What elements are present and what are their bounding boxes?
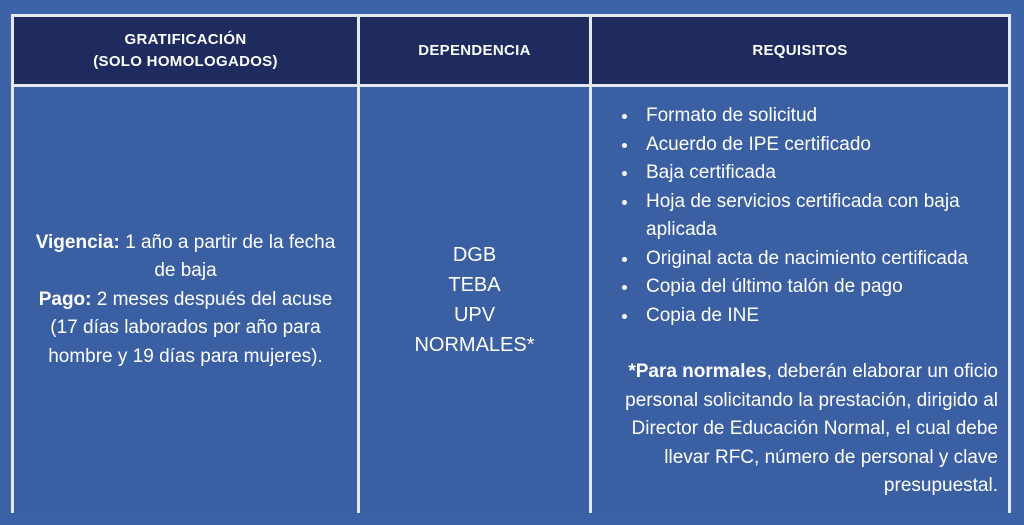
pago-label: Pago: xyxy=(38,288,92,310)
header-gratificacion-line1: GRATIFICACIÓN xyxy=(124,30,247,48)
header-dependencia xyxy=(360,17,592,87)
requirement-item: • Acuerdo de IPE certificado xyxy=(639,131,998,160)
requirement-item: • Formato de solicitud xyxy=(639,102,998,131)
footnote-bold: *Para normales xyxy=(628,361,767,382)
requirement-item: • Original acta de nacimiento certificada xyxy=(639,245,998,274)
requisitos-list xyxy=(618,102,998,330)
vigencia-label: Vigencia: xyxy=(35,231,120,253)
benefits-table xyxy=(11,14,1011,513)
requirement-item: • Baja certificada xyxy=(639,159,998,188)
header-requisitos xyxy=(592,17,1008,87)
dependencia-item: NORMALES* xyxy=(414,333,535,356)
normales-footnote xyxy=(618,358,998,501)
requirement-item: • Copia de INE xyxy=(639,302,998,331)
header-gratificacion-line2: (SOLO HOMOLOGADOS) xyxy=(93,52,278,70)
cell-requisitos xyxy=(592,87,1008,513)
dependencia-item: TEBA xyxy=(448,273,501,296)
header-dependencia-label: DEPENDENCIA xyxy=(418,41,531,59)
cell-dependencia xyxy=(360,87,592,513)
pago-value: 2 meses después del acuse (17 días laborados por año para hombre y 19 días para mujeres). xyxy=(48,288,333,367)
dependencia-item: UPV xyxy=(453,303,496,326)
dependencia-item: DGB xyxy=(452,243,497,266)
footnote-text: , deberán elaborar un oficio personal solicitando la prestación, dirigido al Director de Educación Normal, el cual debe llevar RFC, número de personal y clave presupuestal. xyxy=(625,361,998,496)
pago-text xyxy=(30,286,341,372)
requirement-item: • Copia del último talón de pago xyxy=(639,273,998,302)
cell-gratificacion xyxy=(14,87,360,513)
header-gratificacion xyxy=(14,17,360,87)
vigencia-value: 1 año a partir de la fecha de baja xyxy=(119,231,336,281)
vigencia-text xyxy=(30,229,341,286)
header-requisitos-label: REQUISITOS xyxy=(752,41,848,59)
requirement-item: • Hoja de servicios certificada con baja aplicada xyxy=(639,188,998,245)
